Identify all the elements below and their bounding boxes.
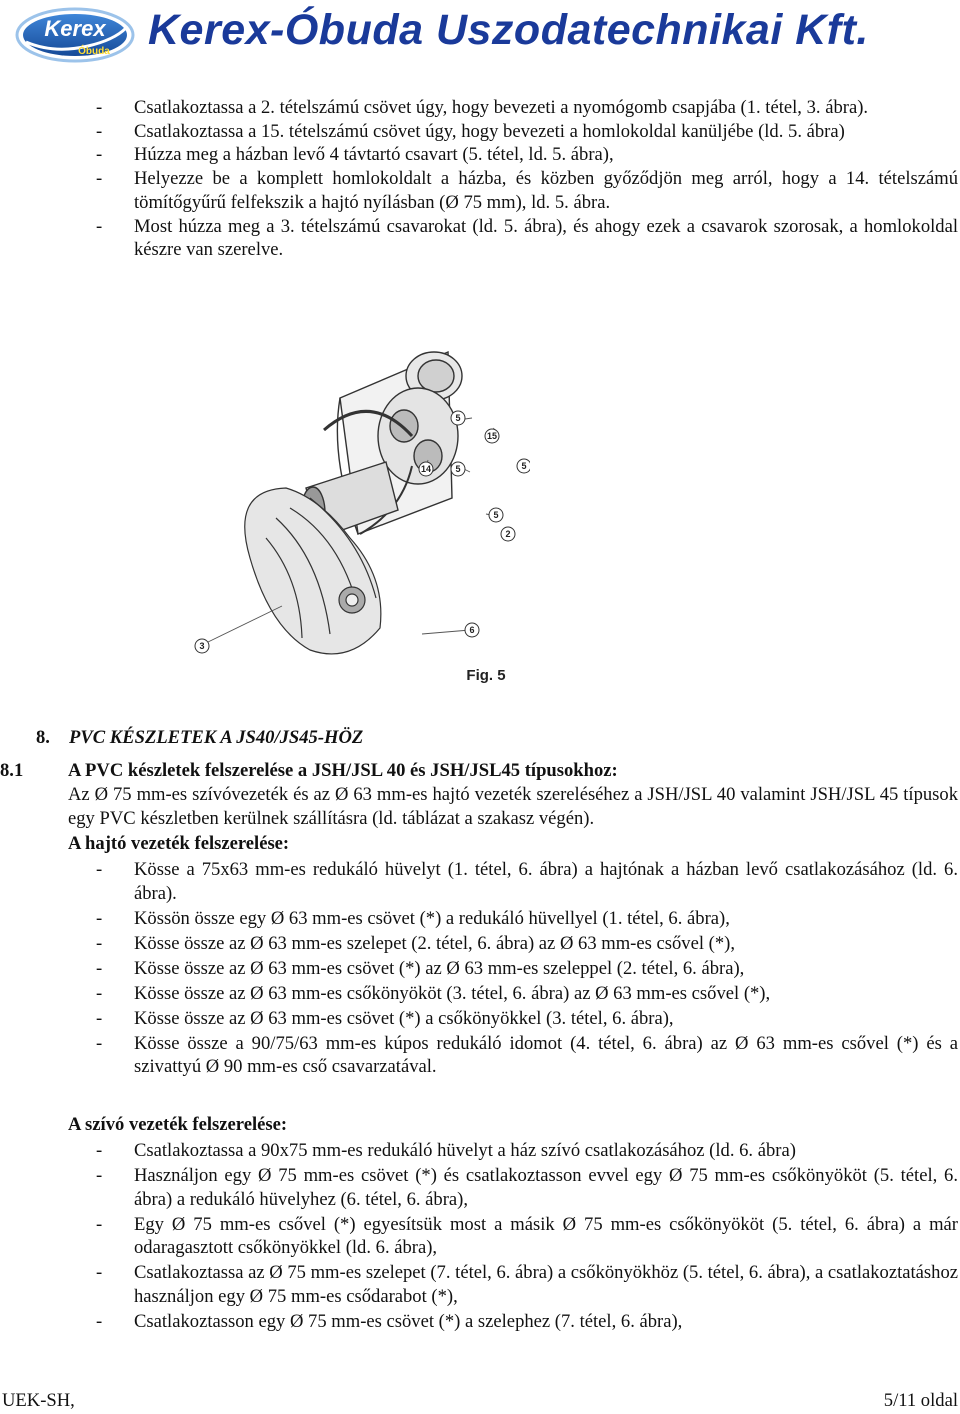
list-item: - Kössön össze egy Ø 63 mm-es csövet (*) a redukáló hüvellyel (1. tétel, 6. ábra),: [96, 907, 730, 929]
list-item: - Kösse össze az Ø 63 mm-es csövet (*) a csőkönyökkel (3. tétel, 6. ábra),: [96, 1007, 674, 1029]
list-item: - Húzza meg a házban levő 4 távtartó csavart (5. tétel, ld. 5. ábra),: [96, 144, 614, 166]
callout-label: 15: [486, 431, 498, 441]
footer-page-number: 5/11 oldal: [883, 1390, 958, 1411]
callout-label: 5: [493, 510, 499, 520]
callout-label: 5: [455, 413, 461, 423]
callout-label: 3: [199, 641, 205, 651]
section-8-1-intro: Az Ø 75 mm-es szívóvezeték és az Ø 63 mm-es hajtó vezeték szereléséhez a JSH/JSL 40 valamint JSH/JSL 45 típusok egy PVC készletben kerülnek szállításra (ld. táblázat a szakasz végén).: [68, 784, 958, 829]
list-item: - Használjon egy Ø 75 mm-es csövet (*) és csatlakoztasson evvel egy Ø 75 mm-es csőkönyököt (5. tétel, 6. ábra) a redukáló hüvelyhez (6. tétel, 6. ábra),: [96, 1165, 958, 1210]
section-8-1-heading: 8.1 A PVC készletek felszerelése a JSH/JSL 40 és JSH/JSL45 típusokhoz:: [0, 760, 618, 781]
page-header: [0, 0, 960, 72]
list-item: - Kösse össze az Ø 63 mm-es szelepet (2. tétel, 6. ábra) az Ø 63 mm-es csővel (*),: [96, 932, 735, 954]
callout-label: 14: [420, 464, 432, 474]
list-item: - Kösse össze az Ø 63 mm-es csövet (*) az Ø 63 mm-es szeleppel (2. tétel, 6. ábra),: [96, 957, 745, 979]
callout-label: 2: [505, 529, 511, 539]
logo-text: Kerex: [44, 16, 106, 41]
logo-subtext: Óbuda: [78, 46, 110, 57]
figure-caption: Fig. 5: [466, 667, 506, 684]
list-item: - Helyezze be a komplett homlokoldalt a házba, és közben győződjön meg arról, hogy a 14. tételszámú tömítőgyűrű felfekszik a hajtó nyílásban (Ø 75 mm), ld. 5. ábra.: [96, 168, 958, 213]
assembly-steps-list: [96, 96, 958, 262]
list-item: - Kösse össze az Ø 63 mm-es csőkönyököt (3. tétel, 6. ábra) az Ø 63 mm-es csővel (*),: [96, 982, 771, 1004]
callout-label: 5: [455, 464, 461, 474]
list-item: - Kösse össze a 90/75/63 mm-es kúpos redukáló idomot (4. tétel, 6. ábra) az Ø 63 mm-es csővel (*) és a szivattyú Ø 90 mm-es cső csavarzatával.: [96, 1032, 958, 1078]
section-8-heading: 8. PVC KÉSZLETEK A JS40/JS45-HÖZ: [36, 727, 364, 748]
list-item: - Most húzza meg a 3. tételszámú csavarokat (ld. 5. ábra), és ahogy ezek a csavarok szorosak, a homlokoldal készre van szerelve.: [96, 215, 958, 261]
list-item: - Kösse a 75x63 mm-es redukáló hüvelyt (1. tétel, 6. ábra) a hajtónak a házban levő csatlakozásához (ld. 6. ábra).: [96, 859, 958, 904]
list-item: - Csatlakoztasson egy Ø 75 mm-es csövet (*) a szelephez (7. tétel, 6. ábra),: [96, 1311, 683, 1333]
kerex-logo: [14, 6, 136, 64]
drive-line-heading: A hajtó vezeték felszerelése:: [68, 833, 290, 854]
list-item: - Csatlakoztassa a 90x75 mm-es redukáló hüvelyt a ház szívó csatlakozásához (ld. 6. ábra): [96, 1140, 796, 1161]
drive-line-steps: [96, 858, 958, 1080]
callout-label: 6: [469, 625, 475, 635]
suction-line-steps: [96, 1139, 958, 1335]
company-title: Kerex-Óbuda Uszodatechnikai Kft.: [148, 6, 869, 54]
list-item: - Csatlakoztassa az Ø 75 mm-es szelepet (7. tétel, 6. ábra) a csőkönyökhöz (5. tétel, 6. ábra), a csatlakoztatáshoz használjon egy Ø 75 mm-es csődarabot (*),: [96, 1262, 958, 1308]
list-item: - Egy Ø 75 mm-es csővel (*) egyesítsük most a másik Ø 75 mm-es csőkönyököt (5. tétel, 6. ábra) a már odaragasztott csőkönyökkel (ld. 6. ábra),: [96, 1213, 958, 1259]
list-item: - Csatlakoztassa a 15. tételszámú csövet úgy, hogy bevezeti a homlokoldal kanüljébe (ld. 5. ábra): [96, 120, 845, 142]
footer-doc-code: UEK-SH,: [2, 1390, 75, 1411]
callout-label: 5: [521, 461, 527, 471]
figure-5-diagram: [190, 338, 530, 690]
list-item: - Csatlakoztassa a 2. tételszámú csövet úgy, hogy bevezeti a nyomógomb csapjába (1. tétel, 3. ábra).: [96, 97, 869, 118]
suction-line-heading: A szívó vezeték felszerelése:: [68, 1114, 288, 1135]
